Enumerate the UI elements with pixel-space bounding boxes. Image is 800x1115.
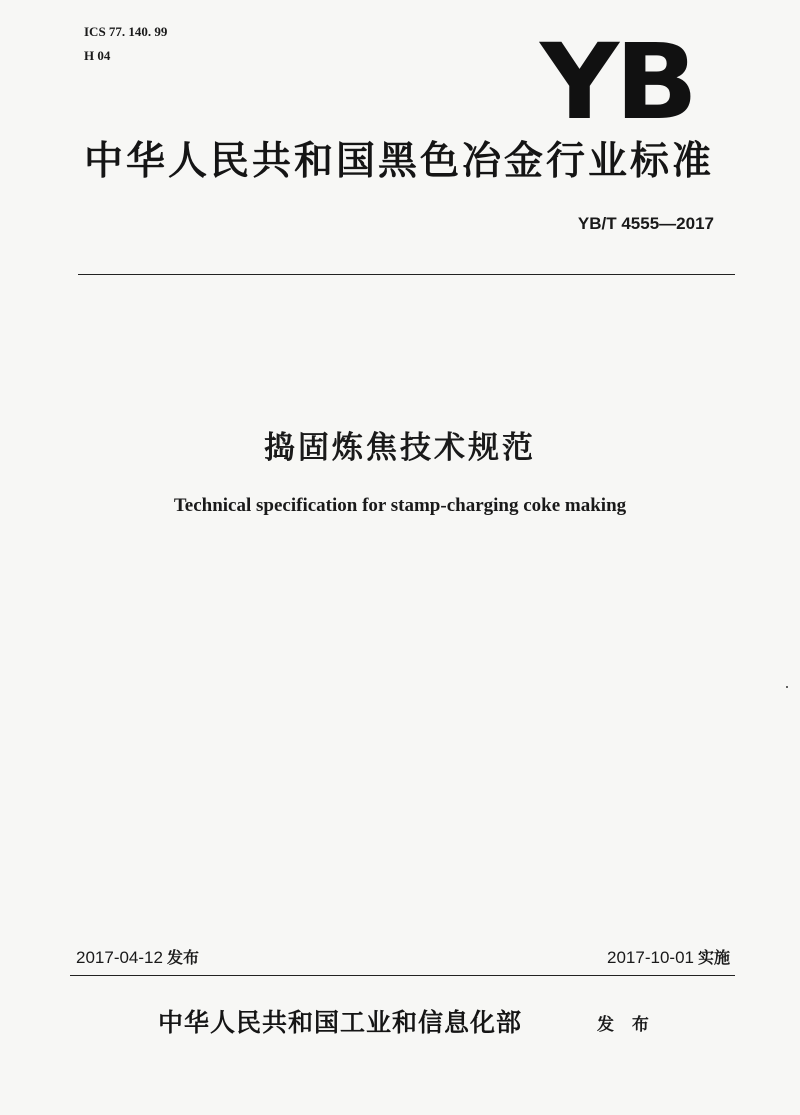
issue-label: 发布 (166, 948, 199, 967)
implement-date: 2017-10-01 (607, 948, 694, 967)
document-title-chinese: 捣固炼焦技术规范 (264, 430, 536, 466)
issuing-authority: 中华人民共和国工业和信息化部 (158, 1008, 523, 1037)
bottom-divider (70, 975, 735, 976)
implement-label: 实施 (697, 948, 730, 967)
standard-title: 中华人民共和国黑色冶金行业标准 (84, 139, 715, 184)
top-divider (78, 274, 735, 275)
document-title-english: Technical specification for stamp-charging coke making (173, 495, 627, 516)
issue-date-line (76, 947, 199, 969)
ics-code: ICS 77. 140. 99 (84, 24, 168, 39)
implement-date-line (607, 947, 730, 969)
standard-number: YB/T 4555—2017 (577, 214, 714, 233)
classification-code: H 04 (84, 48, 111, 63)
scan-speck (786, 686, 788, 688)
yb-logo: YB (540, 21, 694, 143)
issue-date: 2017-04-12 (76, 948, 163, 967)
issuer-action: 发 布 (597, 1015, 655, 1035)
